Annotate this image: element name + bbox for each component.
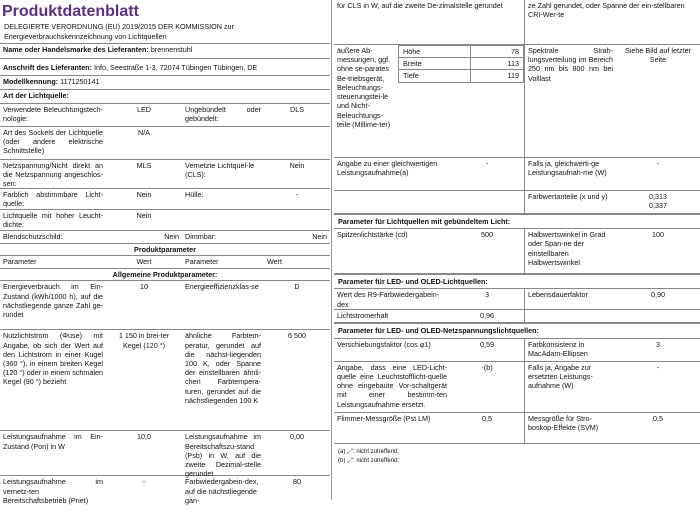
led-row bbox=[334, 289, 700, 310]
col-header-value-2: Wert bbox=[267, 257, 283, 267]
left-column bbox=[0, 0, 330, 505]
survival-factor-value: 0,90 bbox=[651, 290, 665, 300]
mains-row bbox=[334, 413, 700, 444]
directed-light-row bbox=[334, 229, 700, 274]
general-row-value: 1 150 in brei-ter Kegel (120 °) bbox=[118, 331, 170, 350]
spectral-label: Spektrale Strah-lungsverteilung im Bereich 250 nm bis 800 nm bei Volllast bbox=[524, 45, 616, 157]
column-headers-row bbox=[0, 256, 330, 269]
dimension-value: 78 bbox=[470, 46, 523, 58]
peak-intensity-label: Spitzenlichtstärke (cd) bbox=[337, 230, 408, 240]
led-row-2 bbox=[334, 310, 700, 323]
type-row-value: Nein bbox=[136, 210, 152, 220]
type-row-label: Art des Sockels der Lichtquelle (oder andere elektrische Schnittstelle) bbox=[3, 127, 103, 156]
dimension-value: 119 bbox=[470, 70, 523, 82]
dimensions-label: äußere Ab-messungen, ggf. ohne se-parates Be-triebsgerät, Beleuchtungs-steuerungstei-le und Nicht-Beleuchtungs-teile (Millime-ter) bbox=[337, 46, 391, 129]
right-top-row bbox=[334, 0, 700, 45]
type-row-value: MLS bbox=[136, 160, 152, 170]
model-label: Modellkennung: bbox=[3, 76, 59, 86]
lumen-maintenance-value: 0,96 bbox=[480, 311, 494, 321]
mains-params-heading: Parameter für LED- und OLED-Netzspannungslichtquellen: bbox=[334, 323, 700, 338]
general-row-label-2: Farbwiedergabein-dex, auf die nächstliegende gan- bbox=[185, 477, 259, 505]
supplier-address-label: Anschrift des Lieferanten: bbox=[3, 62, 93, 72]
mains-row bbox=[334, 362, 700, 413]
chromaticity-x: 0,313 bbox=[649, 192, 667, 201]
regulation-subtitle bbox=[0, 22, 330, 43]
general-row bbox=[0, 476, 330, 510]
general-row-value-2: 0,00 bbox=[290, 432, 304, 442]
model-value: 1171250141 bbox=[60, 76, 100, 86]
type-row-value-2: Nein bbox=[289, 160, 305, 170]
dimension-row bbox=[399, 58, 524, 70]
dimensions-row bbox=[334, 45, 700, 158]
general-params-heading: Allgemeine Produktparameter: bbox=[0, 269, 330, 281]
type-row bbox=[0, 210, 330, 231]
footnote: (b) „-“: nicht zutreffend; bbox=[338, 458, 399, 465]
spectral-value: Siehe Bild auf letzter Seite bbox=[625, 46, 691, 65]
glare-label: Blendschutzschild: bbox=[3, 231, 63, 241]
col-header-parameter: Parameter bbox=[3, 257, 37, 267]
type-row-value-2: DLS bbox=[290, 104, 304, 114]
general-row-value-2: D bbox=[294, 282, 300, 292]
type-row-value: N/A bbox=[138, 127, 150, 137]
mains-row-value-2: - bbox=[656, 362, 660, 372]
col-header-parameter-2: Parameter bbox=[185, 257, 219, 267]
mains-row-label: Verschiebungsfaktor (cos φ1) bbox=[337, 339, 431, 349]
survival-factor-label: Lebensdauerfaktor bbox=[524, 289, 616, 309]
glare-row bbox=[0, 231, 330, 244]
equivalent-power-value-2: - bbox=[656, 159, 660, 168]
supplier-address-value: Info, Seestraße 1-3, 72074 Tübingen Tübingen, DE bbox=[94, 62, 258, 72]
general-row-value: - bbox=[142, 477, 146, 487]
beam-angle-label: Halbwertswinkel in Grad oder Span-ne der einstellbaren Halbwertswinkel bbox=[524, 229, 616, 273]
lumen-maintenance-label: Lichtstromerhalt bbox=[337, 311, 389, 321]
type-row-label: Verwendete Beleuchtungstech-nologie: bbox=[3, 104, 103, 124]
equivalent-power-label-2: Falls ja, gleichwerti-ge Leistungsaufnah-me (W) bbox=[524, 158, 616, 190]
mains-row-value: 0,5 bbox=[482, 413, 492, 423]
general-row bbox=[0, 281, 330, 330]
general-row bbox=[0, 431, 330, 479]
mains-row-label: Angabe, dass eine LED-Licht-quelle eine Leuchtstofflicht-quelle ohne eingebaute Vor-schaltgerät mit einer bestimm-ten Leistungsaufnahme ersetzt. bbox=[337, 362, 447, 409]
type-row bbox=[0, 160, 330, 189]
general-row-label-2: Leistungsaufnahme im Bereitschaftszu-stand (Psb) in W, auf die zweite Dezimal-stelle gerundet bbox=[185, 432, 261, 479]
general-row-value: 10 bbox=[140, 282, 148, 292]
r9-label: Wert des R9-Farbwiedergabein-dex bbox=[337, 290, 440, 309]
general-row-label: Energieverbrauch im Ein-Zustand (kWh/1000 h), auf die nächstliegende ganze Zahl ge-rundet bbox=[3, 282, 103, 319]
col-header-value: Wert bbox=[136, 257, 152, 267]
chromaticity-row bbox=[334, 191, 700, 214]
type-row-label: Lichtquelle mit hoher Leucht-dichte: bbox=[3, 210, 103, 230]
chromaticity-spacer bbox=[334, 191, 524, 213]
dimmable-label: Dimmbar: bbox=[185, 231, 217, 241]
general-row-value-2: 6 500 bbox=[288, 331, 306, 341]
general-row-label: Leistungsaufnahme im Ein-Zustand (Pon) in W bbox=[3, 432, 103, 451]
peak-intensity-value: 500 bbox=[481, 230, 493, 240]
dimension-label: Breite bbox=[399, 58, 471, 70]
dimension-row bbox=[399, 46, 524, 58]
mains-row-value: 0,59 bbox=[480, 339, 494, 349]
subtitle-line-2: Energieverbrauchskennzeichnung von Lichtquellen bbox=[4, 31, 167, 41]
type-row-label-2: Hülle: bbox=[185, 189, 204, 199]
model-row bbox=[0, 76, 330, 90]
led-params-heading: Parameter für LED- und OLED-Lichtquellen: bbox=[334, 274, 700, 289]
mains-row-label-2: Messgröße für Stro-boskop-Effekte (SVM) bbox=[524, 413, 616, 443]
right-column bbox=[334, 0, 700, 500]
type-heading-row bbox=[0, 90, 330, 104]
general-row bbox=[0, 330, 330, 431]
mains-row-label-2: Falls ja, Angabe zur ersetzten Leistungs-aufnahme (W) bbox=[524, 362, 616, 412]
dimmable-value: Nein bbox=[312, 231, 327, 241]
beam-angle-value: 100 bbox=[652, 230, 664, 240]
mains-row-value: -(b) bbox=[481, 362, 493, 372]
page-title: Produktdatenblatt bbox=[2, 3, 139, 20]
mains-row-label: Flimmer-Messgröße (Pst LM) bbox=[337, 413, 431, 423]
supplier-name-label: Name oder Handelsmarke des Lieferanten: bbox=[3, 44, 149, 54]
type-row-label-2 bbox=[182, 210, 264, 230]
general-row-label-2: Energieeffizienzklas-se bbox=[185, 282, 259, 292]
equivalent-power-value: - bbox=[485, 159, 489, 168]
general-row-label: Leistungsaufnahme im vernetz-ten Bereitschaftsbetrieb (Pnet) bbox=[3, 477, 103, 505]
type-row bbox=[0, 189, 330, 210]
general-row-value-2: 80 bbox=[293, 477, 301, 487]
general-row-value: 10,0 bbox=[137, 432, 151, 442]
type-row-value-2 bbox=[264, 210, 330, 230]
dimension-label: Höhe bbox=[399, 46, 471, 58]
supplier-name-row bbox=[0, 44, 330, 59]
subtitle-line-1: DELEGIERTE VERORDNUNG (EU) 2019/2015 DER KOMMISSION zur bbox=[4, 22, 234, 32]
type-row-label-2: Vernetzte Lichtquel-le (CLS): bbox=[185, 160, 255, 180]
type-row-value: Nein bbox=[136, 189, 152, 199]
lumen-maintenance-spacer bbox=[524, 310, 700, 322]
equivalent-power-label: Angabe zu einer gleichwertigen Leistungsaufnahme(a) bbox=[337, 159, 438, 178]
dimensions-table-cell bbox=[398, 45, 524, 157]
dimension-row bbox=[399, 70, 524, 82]
dimension-value: 113 bbox=[470, 58, 523, 70]
type-row-label-2: Ungebündelt oder gebündelt: bbox=[185, 104, 261, 124]
footnote: (a) „-“: nicht zutreffend; bbox=[338, 448, 399, 455]
glare-value: Nein bbox=[164, 231, 179, 241]
type-row-value: LED bbox=[137, 104, 151, 114]
chromaticity-label: Farbwertanteile (x und y) bbox=[524, 191, 616, 213]
type-heading: Art der Lichtquelle: bbox=[3, 90, 69, 100]
general-row-label-2: ähnliche Farbtem-peratur, gerundet auf die nächst-liegenden 100 K, oder Spanne der einstellbaren ähnli-chen Farbtempera-turen, gerundet auf die nächstliegenden 100 K bbox=[185, 331, 261, 405]
supplier-address-row bbox=[0, 59, 330, 76]
mains-row-value-2: 3 bbox=[656, 339, 660, 349]
type-row bbox=[0, 127, 330, 160]
general-row-label: Nutzlichtstrom (Φuse) mit Angabe, ob sich der Wert auf den Lichtstrom in einer Kugel (360 °), in einem breiten Kegel (120 °) oder in einem schmalen Kegel (90 °) bezieht bbox=[3, 331, 103, 387]
mains-row-value-2: 0,5 bbox=[653, 413, 663, 423]
dimensions-table bbox=[398, 45, 524, 83]
equivalent-power-row bbox=[334, 158, 700, 191]
chromaticity-y: 0,337 bbox=[649, 201, 667, 211]
dimension-label: Tiefe bbox=[399, 70, 471, 82]
type-row-value-2: - bbox=[295, 189, 299, 199]
mains-row-label-2: Farbkonsistenz in MacAdam-Ellipsen bbox=[524, 339, 616, 361]
type-row-label: Farblich abstimmbare Licht-quelle: bbox=[3, 189, 103, 209]
product-params-heading: Produktparameter bbox=[0, 244, 330, 256]
chromaticity-values bbox=[616, 191, 700, 213]
mains-row bbox=[334, 339, 700, 362]
column-divider bbox=[331, 0, 332, 500]
right-top-label: für CLS in W, auf die zweite De-zimalstelle gerundet bbox=[337, 1, 503, 10]
supplier-name-value: brennenstuhl bbox=[150, 44, 193, 54]
right-top-label-2: ze Zahl gerundet, oder Spanne der ein-stellbaren CRI-Wer-te bbox=[524, 0, 700, 44]
directed-light-heading: Parameter für Lichtquellen mit gebündeltem Licht: bbox=[334, 214, 700, 229]
type-row-label-2 bbox=[182, 127, 264, 159]
r9-value: 3 bbox=[485, 290, 489, 300]
type-row-label: Netzspannung/Nicht direkt an die Netzspannung angeschlos-sen: bbox=[3, 160, 103, 189]
type-row bbox=[0, 104, 330, 127]
type-row-value-2 bbox=[264, 127, 330, 159]
